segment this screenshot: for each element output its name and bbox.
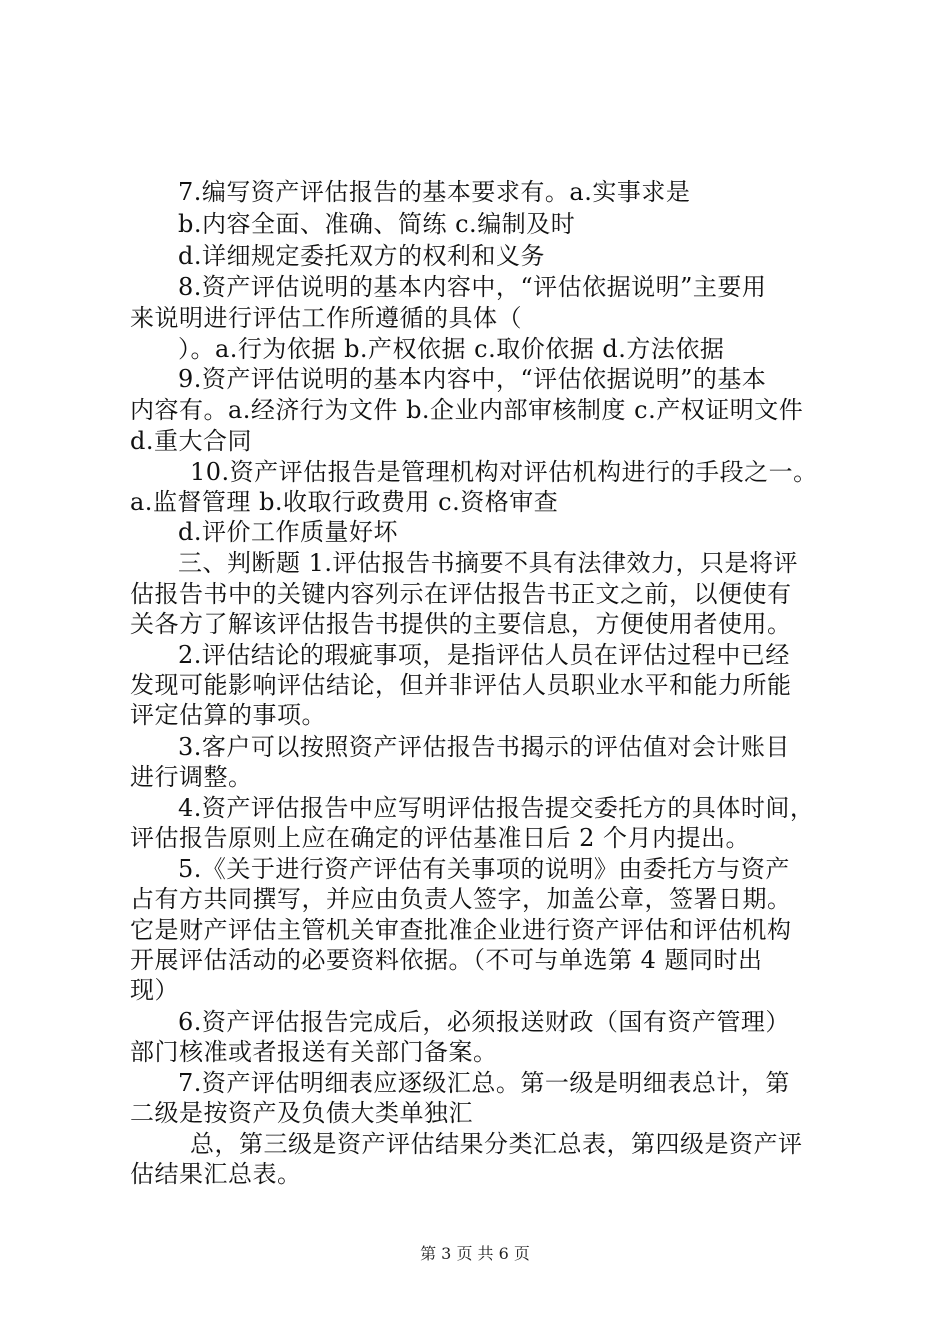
text-line: 三、判断题 1.评估报告书摘要不具有法律效力，只是将评 (178, 549, 799, 577)
text-line: ）。a.行为依据 b.产权依据 c.取价依据 d.方法依据 (178, 335, 725, 363)
text-line: 总，第三级是资产评估结果分类汇总表，第四级是资产评 (190, 1130, 803, 1158)
text-line: 2.评估结论的瑕疵事项，是指评估人员在评估过程中已经 (178, 641, 790, 669)
text-line: 9.资产评估说明的基本内容中，“评估依据说明”的基本 (178, 365, 767, 393)
page-number-footer: 第 3 页 共 6 页 (420, 1244, 530, 1263)
text-line: 4.资产评估报告中应写明评估报告提交委托方的具体时间， (178, 794, 815, 822)
text-line: a.监督管理 b.收取行政费用 c.资格审查 (130, 488, 559, 516)
text-line: b.内容全面、准确、简练 c.编制及时 (178, 210, 576, 238)
text-line: 7.编写资产评估报告的基本要求有。a.实事求是 (178, 178, 691, 206)
text-line: 估报告书中的关键内容列示在评估报告书正文之前，以便使有 (130, 580, 792, 608)
text-line: 评定估算的事项。 (130, 701, 326, 729)
text-line: 5.《关于进行资产评估有关事项的说明》由委托方与资产 (178, 855, 790, 883)
text-line: 6.资产评估报告完成后，必须报送财政（国有资产管理） (178, 1008, 790, 1036)
text-line: d.评价工作质量好坏 (178, 518, 398, 546)
text-line: d.详细规定委托双方的权利和义务 (178, 242, 545, 270)
text-line: 现） (130, 976, 179, 1004)
text-line: 8.资产评估说明的基本内容中，“评估依据说明”主要用 (178, 273, 767, 301)
text-line: 评估报告原则上应在确定的评估基准日后 2 个月内提出。 (130, 824, 751, 852)
text-line: d.重大合同 (130, 427, 252, 455)
text-line: 发现可能影响评估结论，但并非评估人员职业水平和能力所能 (130, 671, 792, 699)
text-line: 关各方了解该评估报告书提供的主要信息，方便使用者使用。 (130, 610, 792, 638)
text-line: 来说明进行评估工作所遵循的具体（ (130, 304, 522, 332)
text-line: 开展评估活动的必要资料依据。（不可与单选第 4 题同时出 (130, 946, 763, 974)
text-line: 二级是按资产及负债大类单独汇 (130, 1099, 473, 1127)
text-line: 10.资产评估报告是管理机构对评估机构进行的手段之一。 (190, 458, 818, 486)
text-line: 估结果汇总表。 (130, 1160, 302, 1188)
text-line: 部门核准或者报送有关部门备案。 (130, 1038, 498, 1066)
text-line: 进行调整。 (130, 763, 253, 791)
text-line: 7.资产评估明细表应逐级汇总。第一级是明细表总计，第 (178, 1069, 790, 1097)
text-line: 内容有。a.经济行为文件 b.企业内部审核制度 c.产权证明文件 (130, 396, 804, 424)
text-line: 3.客户可以按照资产评估报告书揭示的评估值对会计账目 (178, 733, 790, 761)
text-line: 占有方共同撰写，并应由负责人签字，加盖公章，签署日期。 (130, 885, 792, 913)
text-line: 它是财产评估主管机关审查批准企业进行资产评估和评估机构 (130, 916, 792, 944)
